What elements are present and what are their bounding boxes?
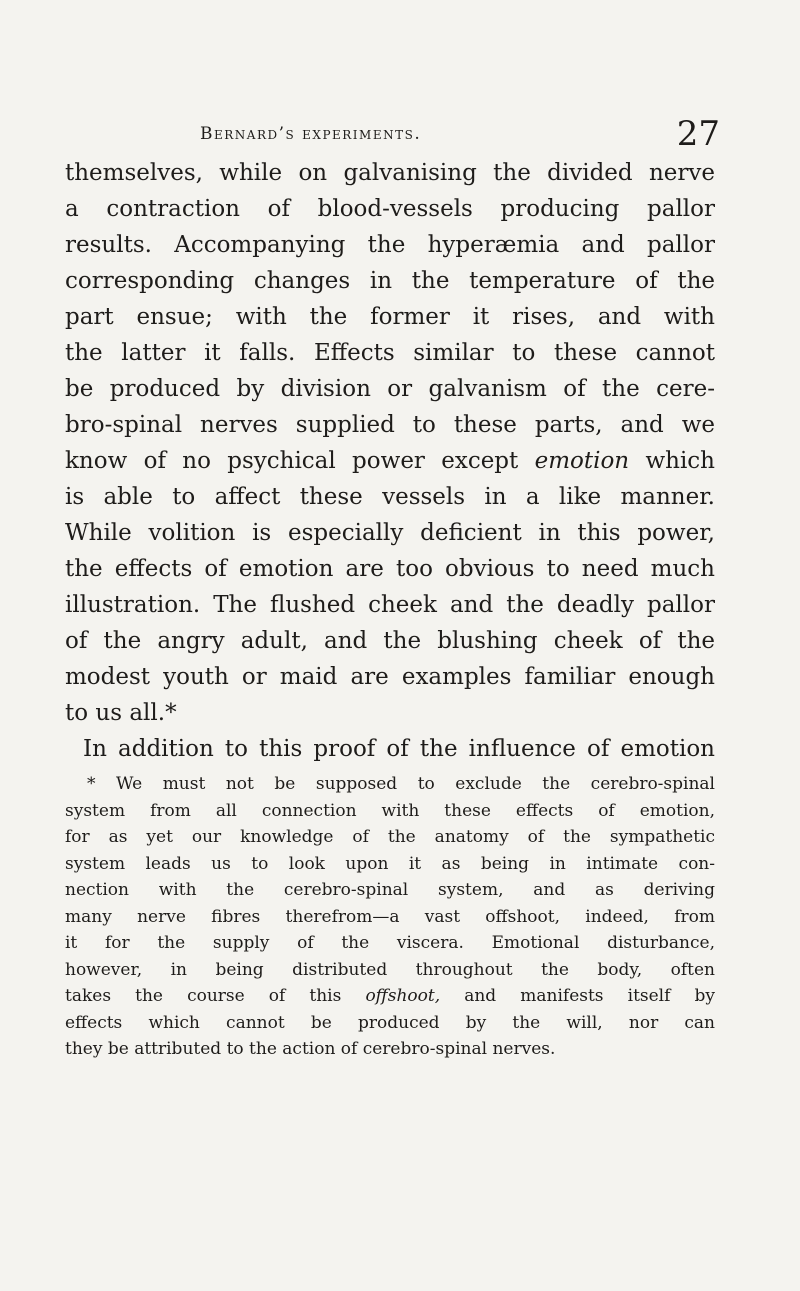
footnote-line: * We must not be supposed to exclude the cerebro-spinal <box>87 774 715 794</box>
text-line: the effects of emotion are too obvious to need much <box>65 556 715 582</box>
text-segment: and manifests itself by <box>464 986 715 1006</box>
page-number: 27 <box>676 114 720 154</box>
footnote-line: many nerve fibres therefrom—a vast offshoot, indeed, from <box>65 906 715 927</box>
text-line: a contraction of blood-vessels producing pallor <box>65 196 715 222</box>
text-line: In addition to this proof of the influence of emotion <box>83 736 715 762</box>
text-segment: which <box>645 448 715 474</box>
text-line: of the angry adult, and the blushing cheek of the <box>65 628 715 654</box>
running-title: Bernard’s experiments. <box>200 124 422 144</box>
text-line: is able to affect these vessels in a like manner. <box>65 484 715 510</box>
text-line: part ensue; with the former it rises, and with <box>65 304 715 330</box>
text-line: illustration. The flushed cheek and the deadly pallor <box>65 592 715 618</box>
footnote-line <box>65 983 715 1010</box>
footnote-line: they be attributed to the action of cerebro-spinal nerves. <box>65 1039 556 1059</box>
text-line: themselves, while on galvanising the divided nerve <box>65 160 715 186</box>
text-line: results. Accompanying the hyperæmia and pallor <box>65 232 715 258</box>
text-line: be produced by division or galvanism of the cere- <box>65 376 715 402</box>
footnote-line: system leads us to look upon it as being in intimate con- <box>65 853 715 874</box>
footnote-line: it for the supply of the viscera. Emotional disturbance, <box>65 933 715 953</box>
text-segment: know of no psychical power except <box>65 448 519 474</box>
text-line: to us all.* <box>65 700 177 726</box>
text-line: modest youth or maid are examples familiar enough <box>65 664 715 690</box>
text-line: the latter it falls. Effects similar to these cannot <box>65 340 715 366</box>
emphasis-offshoot: offshoot, <box>365 986 441 1006</box>
text-line: corresponding changes in the temperature of the <box>65 268 715 294</box>
footnote-line: nection with the cerebro-spinal system, and as deriving <box>65 880 715 900</box>
text-line <box>65 443 715 479</box>
text-segment: takes the course of this <box>65 986 342 1006</box>
footnote-line: effects which cannot be produced by the will, nor can <box>65 1012 715 1033</box>
footnote <box>65 771 715 1063</box>
main-text <box>65 155 715 1063</box>
text-line: bro-spinal nerves supplied to these parts, and we <box>65 412 715 438</box>
footnote-line: system from all connection with these effects of emotion, <box>65 800 715 821</box>
page-header <box>200 114 720 158</box>
text-line: While volition is especially deficient in this power, <box>65 520 715 546</box>
footnote-line: for as yet our knowledge of the anatomy of the sympathetic <box>65 827 715 847</box>
emphasis-emotion: emotion <box>534 448 630 474</box>
footnote-line: however, in being distributed throughout the body, often <box>65 959 715 980</box>
